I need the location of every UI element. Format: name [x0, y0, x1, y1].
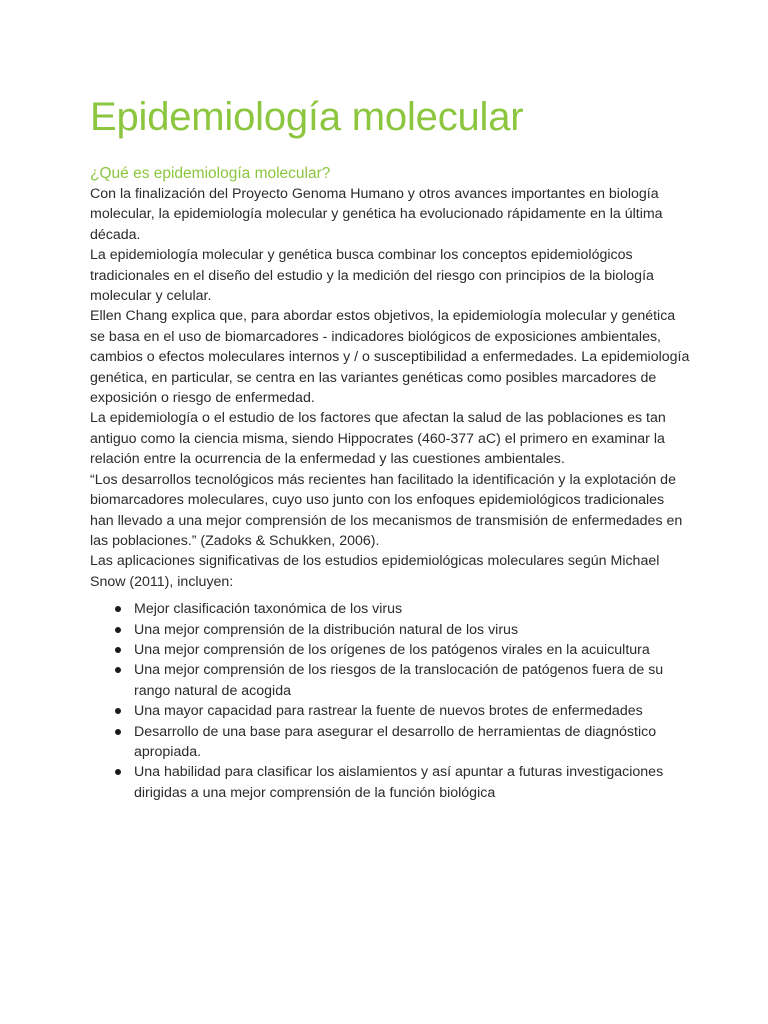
paragraph-definition: La epidemiología molecular y genética busca combinar los conceptos epidemiológicos tradicionales en el diseño del estudio y la medición del riesgo con principios de la biología molecular y celular.	[90, 247, 654, 305]
list-item-text: Una habilidad para clasificar los aislamientos y así apuntar a futuras investigaciones dirigidas a una mejor comprensión de la función biológica	[134, 764, 664, 801]
bullet-icon	[115, 667, 121, 673]
bullet-icon	[115, 627, 121, 633]
list-item-text: Mejor clasificación taxonómica de los virus	[134, 601, 403, 618]
list-item	[90, 599, 690, 619]
list-item	[90, 722, 690, 763]
list-item	[90, 620, 690, 640]
list-item-text: Desarrollo de una base para asegurar el desarrollo de herramientas de diagnóstico apropiada.	[134, 723, 657, 760]
bullet-icon	[115, 708, 121, 714]
list-item-text: Una mejor comprensión de los orígenes de los patógenos virales en la acuicultura	[134, 641, 650, 658]
bullet-icon	[115, 606, 121, 612]
paragraph-applications-intro: Las aplicaciones significativas de los estudios epidemiológicas moleculares según Michael Snow (2011), incluyen:	[90, 553, 660, 590]
paragraph-quote: “Los desarrollos tecnológicos más recientes han facilitado la identificación y la explotación de biomarcadores moleculares, cuyo uso junto con los enfoques epidemiológicos tradicionales han llevado a una mejor comprensión de los mecanismos de transmisión de enfermedades en las poblaciones.” (Zadoks & Schukken, 2006).	[90, 471, 683, 549]
document-body	[90, 92, 690, 803]
list-item	[90, 701, 690, 721]
list-item	[90, 762, 690, 803]
bullet-icon	[115, 729, 121, 735]
list-item-text: Una mejor comprensión de los riesgos de la translocación de patógenos fuera de su rango natural de acogida	[134, 662, 664, 699]
page-title: Epidemiología molecular	[90, 95, 524, 139]
list-item	[90, 660, 690, 701]
paragraph-intro: Con la finalización del Proyecto Genoma Humano y otros avances importantes en biología molecular, la epidemiología molecular y genética ha evolucionado rápidamente en la última década.	[90, 186, 663, 243]
applications-list	[90, 599, 690, 803]
section-heading: ¿Qué es epidemiología molecular?	[90, 165, 331, 182]
paragraph-biomarkers: Ellen Chang explica que, para abordar estos objetivos, la epidemiología molecular y genética se basa en el uso de biomarcadores - indicadores biológicos de exposiciones ambientales, cambios o efectos moleculares internos y / o susceptibilidad a enfermedades. La epidemiología genética, en particular, se centra en las variantes genéticas como posibles marcadores de exposición o riesgo de enfermedad.	[90, 308, 690, 407]
list-item-text: Una mayor capacidad para rastrear la fuente de nuevos brotes de enfermedades	[134, 703, 643, 720]
bullet-icon	[115, 647, 121, 653]
list-item	[90, 640, 690, 660]
bullet-icon	[115, 769, 121, 775]
list-item-text: Una mejor comprensión de la distribución natural de los virus	[134, 621, 519, 638]
paragraph-history: La epidemiología o el estudio de los factores que afectan la salud de las poblaciones es tan antiguo como la ciencia misma, siendo Hippocrates (460-377 aC) el primero en examinar la relación entre la ocurrencia de la enfermedad y las cuestiones ambientales.	[90, 410, 666, 468]
